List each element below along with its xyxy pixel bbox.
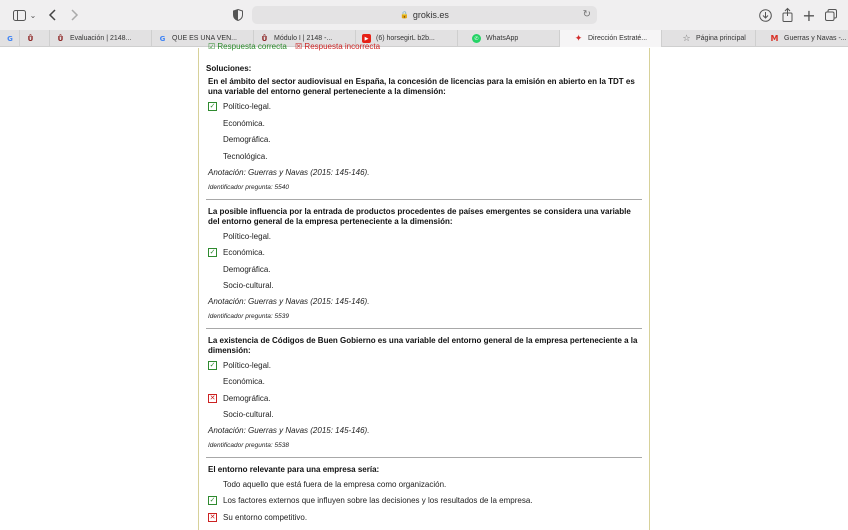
divider bbox=[206, 199, 642, 200]
tab-bar bbox=[0, 30, 848, 47]
tab-google-pinned[interactable] bbox=[0, 30, 20, 47]
star-icon: ☆ bbox=[682, 33, 691, 44]
legend-correct: ☑ Respuesta correcta bbox=[208, 42, 287, 51]
back-icon[interactable] bbox=[47, 7, 59, 23]
reload-icon[interactable]: ↻ bbox=[582, 9, 591, 20]
chevron-down-icon[interactable]: ⌄ bbox=[29, 10, 37, 20]
sidebar-toggle-icon[interactable] bbox=[12, 7, 26, 23]
correct-check-icon: ✓ bbox=[209, 361, 216, 369]
incorrect-x-icon: ✕ bbox=[209, 394, 216, 402]
youtube-icon: ▶ bbox=[362, 34, 371, 43]
question-identifier: Identificador pregunta: 5538 bbox=[208, 442, 289, 449]
divider bbox=[206, 328, 642, 329]
university-icon: Ů bbox=[261, 34, 268, 43]
annotation: Anotación: Guerras y Navas (2015: 145-146). bbox=[208, 168, 370, 177]
tab-youtube[interactable]: ▶ (6) horsegirL b2b... bbox=[356, 30, 458, 47]
share-icon[interactable] bbox=[780, 7, 794, 23]
tab-modulo-i[interactable]: Ů Módulo I | 2148 -... bbox=[254, 30, 356, 47]
tab-university-pinned[interactable] bbox=[20, 30, 50, 47]
new-tab-icon[interactable]: + bbox=[802, 5, 816, 25]
address-bar[interactable] bbox=[252, 6, 597, 24]
question-text: En el ámbito del sector audiovisual en España, la concesión de licencias para la emisión en abierto en la TDT es una variable del entorno general perteneciente a la dimensión: bbox=[208, 77, 635, 96]
incorrect-x-icon: ✕ bbox=[209, 513, 216, 521]
question-identifier: Identificador pregunta: 5539 bbox=[208, 313, 289, 320]
google-icon: G bbox=[159, 34, 166, 43]
annotation: Anotación: Guerras y Navas (2015: 145-146). bbox=[208, 426, 370, 435]
tab-que-es-una-ven[interactable]: G QUE ES UNA VEN... bbox=[152, 30, 254, 47]
gmail-icon: M bbox=[770, 34, 779, 43]
page-content bbox=[0, 42, 848, 530]
legend-incorrect: ☒ Respuesta incorrecta bbox=[295, 42, 381, 51]
solutions-heading: Soluciones: bbox=[206, 64, 252, 73]
browser-toolbar bbox=[0, 0, 848, 30]
question-text: La existencia de Códigos de Buen Gobierno es una variable del entorno general de la empresa perteneciente a la dimensión: bbox=[208, 336, 638, 355]
annotation: Anotación: Guerras y Navas (2015: 145-146). bbox=[208, 297, 370, 306]
question-text: El entorno relevante para una empresa sería: bbox=[208, 465, 380, 474]
university-icon: Ů bbox=[57, 34, 64, 43]
question-text: La posible influencia por la entrada de productos procedentes de países emergentes se considera una variable del entorno general de la empresa perteneciente a la dimensión: bbox=[208, 207, 631, 226]
correct-check-icon: ✓ bbox=[209, 102, 216, 110]
question-block: La posible influencia por la entrada de productos procedentes de países emergentes se considera una variable del entorno general de la empresa perteneciente a la dimensión: Político-legal. ✓ Económica. Demográfica. Socio-cultural. Anotación: Guerras y Navas (2015: 145-146). Identificador pregunta: 5539 bbox=[208, 207, 640, 329]
google-icon: G bbox=[7, 34, 13, 43]
url-text: grokis.es bbox=[412, 10, 449, 20]
download-icon[interactable] bbox=[758, 7, 772, 23]
university-icon: Ů bbox=[27, 34, 34, 43]
whatsapp-icon: ✆ bbox=[472, 34, 481, 43]
correct-check-icon: ✓ bbox=[209, 496, 216, 504]
tab-whatsapp[interactable]: ✆ WhatsApp bbox=[458, 30, 560, 47]
question-block: La existencia de Códigos de Buen Gobierno es una variable del entorno general de la empresa perteneciente a la dimensión: ✓ Político-legal. Económica. ✕ Demográfica. Socio-cultural. Anotación: Guerras y Navas (2015: 145-146). Identificador pregunta: 5538 bbox=[208, 336, 640, 458]
grokis-icon: ✦ bbox=[574, 33, 583, 44]
divider bbox=[206, 457, 642, 458]
privacy-shield-icon[interactable] bbox=[232, 7, 244, 23]
forward-icon[interactable] bbox=[68, 7, 80, 23]
tab-gmail[interactable]: M Guerras y Navas -... bbox=[770, 34, 847, 43]
question-identifier: Identificador pregunta: 5540 bbox=[208, 184, 289, 191]
question-block: En el ámbito del sector audiovisual en España, la concesión de licencias para la emisión en abierto en la TDT es una variable del entorno general perteneciente a la dimensión: ✓ Político-legal. Económica. Demográfica. Tecnológica. Anotación: Guerras y Navas (2015: 145-146). Identificador pregunta: 5540 bbox=[208, 77, 640, 199]
lock-icon: 🔒 bbox=[400, 11, 409, 19]
question-block: El entorno relevante para una empresa sería: Todo aquello que está fuera de la empresa como organización. ✓ Los factores externos que influyen sobre las decisiones y los resultados de la empresa. ✕ Su entorno competitivo. bbox=[208, 465, 640, 530]
tab-pagina-principal[interactable]: ☆ Página principal bbox=[662, 30, 756, 47]
legend bbox=[208, 42, 380, 51]
tab-evaluacion[interactable]: Ů Evaluación | 2148... bbox=[50, 30, 152, 47]
tab-direccion-estrategica[interactable]: ✦ Dirección Estraté... bbox=[560, 30, 662, 47]
tab-overview-icon[interactable] bbox=[824, 7, 838, 23]
correct-check-icon: ✓ bbox=[209, 248, 216, 256]
